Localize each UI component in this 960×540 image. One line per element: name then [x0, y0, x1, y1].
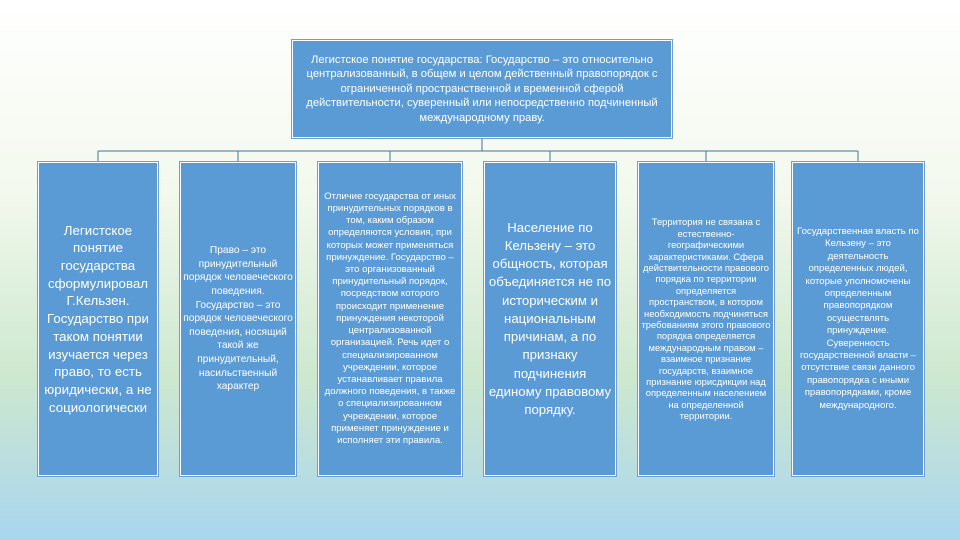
child-box-coercion-difference: [318, 162, 462, 476]
child-box-territory: [638, 162, 774, 476]
root-definition-text: Легистское понятие государства: Государство – это относительно централизованный, в общем и целом действенный правопорядок с ограниченной пространственной и временной сферой действительности, суверенный или непосредственно подчиненный международному праву.: [306, 53, 658, 124]
child-text-coercion-difference: Отличие государства от иных принудительных порядков в том, каким образом определяются условия, при которых может применяться принуждение. Государство – это организованный принудительный порядок, посредством которого происходит применение принуждения некоторой централизованной организацией. Речь идет о специализированном учреждении, которое устанавливает правила должного поведения, в также о специализированном учреждении, которое применяет принуждение и исполняет эти правила.: [324, 190, 456, 446]
child-text-law-order: Право – это принудительный порядок человеческого поведения. Государство – это порядок человеческого поведения, носящий такой же принудительный, насильственный характер: [183, 245, 293, 393]
child-box-state-power: [792, 162, 924, 476]
child-text-territory: Территория не связана с естественно-географическими характеристиками. Сфера действительности правового порядка по территории определяется пространством, в котором необходимость подчиняться требованиям этого правового порядка определяется международным правом – взаимное признание государств, взаимное признание юрисдикции над определенным населением на определенной территории.: [641, 216, 771, 422]
root-definition-box: [292, 40, 672, 138]
child-box-law-order: [180, 162, 296, 476]
child-text-state-power: Государственная власть по Кельзену – это деятельность определенных людей, которые уполномочены определенным правопорядком осуществлять принуждение. Суверенность государственной власти – отсутствие связи данного правопорядка с иными правопорядками, кроме международного.: [797, 225, 919, 411]
child-box-population: [484, 162, 616, 476]
child-text-legist-concept: Легистское понятие государства сформулировал Г.Кельзен. Государство при таком понятии изучается через право, то есть юридически, а не социологически: [44, 222, 152, 415]
child-text-population: Население по Кельзену – это общность, которая объединяется не по историческим и национальным причинам, а по признаку подчинения единому правовому порядку.: [488, 219, 612, 417]
child-box-legist-concept: [38, 162, 158, 476]
